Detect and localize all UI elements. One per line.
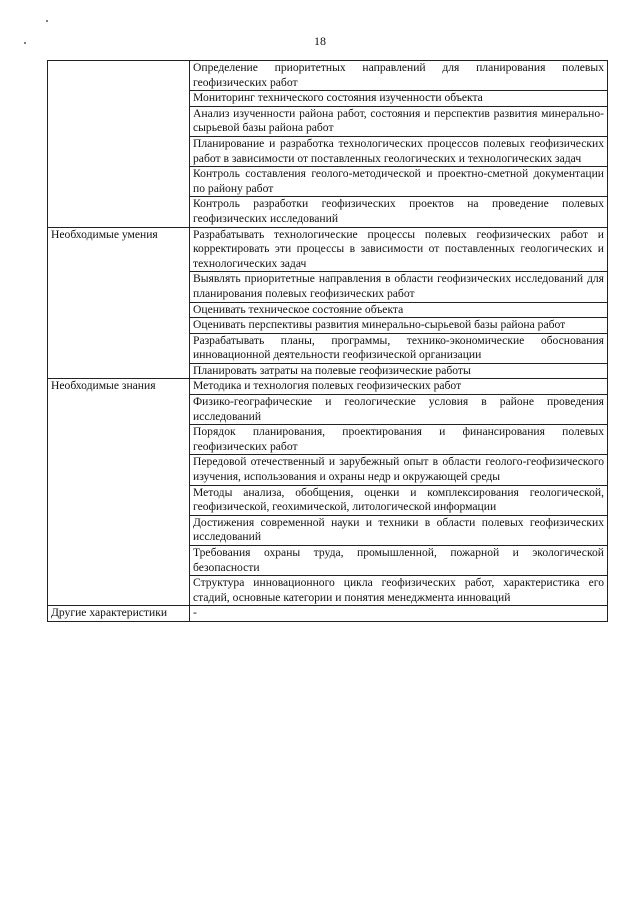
- scan-speck: [46, 20, 48, 22]
- table-cell-item: Выявлять приоритетные направления в области геофизических исследований для планирования полевых геофизических работ: [190, 272, 608, 302]
- table-cell-item: Требования охраны труда, промышленной, пожарной и экологической безопасности: [190, 546, 608, 576]
- table-cell-item: Оценивать перспективы развития минерально-сырьевой базы района работ: [190, 318, 608, 334]
- table-cell-item: Передовой отечественный и зарубежный опыт в области геолого-геофизического изучения, использования и охраны недр и окружающей среды: [190, 455, 608, 485]
- table-cell-item: Анализ изученности района работ, состояния и перспектив развития минерально-сырьевой базы района работ: [190, 106, 608, 136]
- section-label: [48, 61, 190, 228]
- table-cell-item: Контроль составления геолого-методической и проектно-сметной документации по району работ: [190, 167, 608, 197]
- table-cell-item: Разрабатывать планы, программы, технико-экономические обоснования инновационной деятельности геофизической организации: [190, 333, 608, 363]
- table-row: [48, 227, 608, 272]
- table-cell-item: Методика и технология полевых геофизических работ: [190, 379, 608, 395]
- table-cell-item: Определение приоритетных направлений для планирования полевых геофизических работ: [190, 61, 608, 91]
- table-cell-item: Разрабатывать технологические процессы полевых геофизических работ и корректировать эти процессы в зависимости от поставленных геологических и технологических задач: [190, 227, 608, 272]
- table-cell-item: Порядок планирования, проектирования и финансирования полевых геофизических работ: [190, 425, 608, 455]
- table-row: [48, 379, 608, 395]
- table-cell-item: Контроль разработки геофизических проектов на проведение полевых геофизических исследований: [190, 197, 608, 227]
- table-cell-item: Планирование и разработка технологических процессов полевых геофизических работ в зависимости от поставленных геологических и технологических задач: [190, 136, 608, 166]
- section-label-skills: Необходимые умения: [48, 227, 190, 379]
- table-cell-item: Планировать затраты на полевые геофизические работы: [190, 363, 608, 379]
- table-cell-item: Физико-географические и геологические условия в районе проведения исследований: [190, 395, 608, 425]
- competency-table: [47, 60, 608, 622]
- table-cell-item: -: [190, 606, 608, 622]
- table-cell-item: Достижения современной науки и техники в области полевых геофизических исследований: [190, 515, 608, 545]
- table-cell-item: Мониторинг технического состояния изученности объекта: [190, 91, 608, 107]
- section-label-knowledge: Необходимые знания: [48, 379, 190, 606]
- table-cell-item: Методы анализа, обобщения, оценки и комплексирования геологической, геофизической, геохимической, литологической информации: [190, 485, 608, 515]
- table-row: [48, 606, 608, 622]
- table-row: [48, 61, 608, 91]
- table-cell-item: Структура инновационного цикла геофизических работ, характеристика его стадий, основные категории и понятия менеджмента инноваций: [190, 576, 608, 606]
- section-label-other: Другие характеристики: [48, 606, 190, 622]
- page-number: 18: [314, 34, 326, 48]
- scan-speck: [24, 42, 26, 44]
- table-cell-item: Оценивать техническое состояние объекта: [190, 302, 608, 318]
